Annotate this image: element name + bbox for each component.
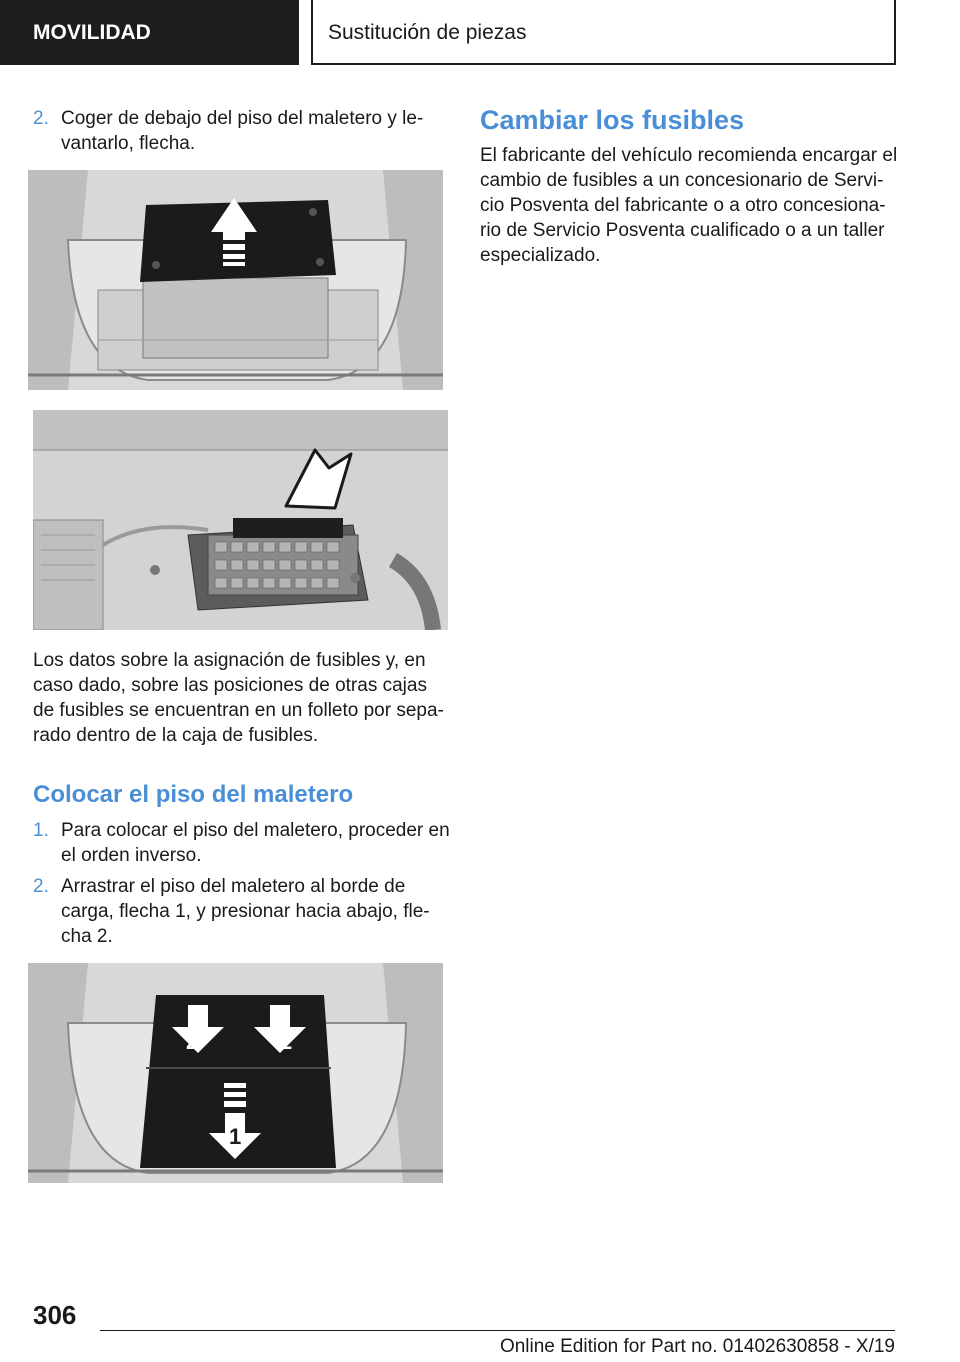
step-text-line: Arrastrar el piso del maletero al borde de: [61, 876, 406, 897]
step-text-line: carga, flecha 1, y presionar hacia abajo, fle‐: [61, 901, 430, 922]
info-text-line: caso dado, sobre las posiciones de otras cajas: [33, 675, 427, 696]
page-number: 306: [33, 1300, 77, 1330]
section-heading: Colocar el piso del maletero: [33, 781, 354, 808]
step-text-line: Coger de debajo del piso del maletero y le‐: [61, 108, 424, 129]
step-text-line: vantarlo, flecha.: [61, 133, 196, 154]
step-text-line: el orden inverso.: [61, 845, 202, 866]
step-text-line: cha 2.: [61, 926, 113, 947]
edition-note: Online Edition for Part no. 01402630858 - X/19: [499, 1336, 895, 1357]
section-heading: Cambiar los fusibles: [480, 105, 745, 135]
arrow-label: 2: [186, 1029, 199, 1054]
paragraph-line: especializado.: [480, 245, 601, 266]
paragraph-line: cambio de fusibles a un concesionario de Servi‐: [480, 170, 884, 191]
info-text-line: de fusibles se encuentran en un folleto por sepa‐: [33, 700, 444, 721]
arrow-label: 2: [280, 1029, 293, 1054]
paragraph-line: cio Posventa del fabricante o a otro concesiona‐: [480, 195, 886, 216]
section-tab: MOVILIDAD: [0, 0, 299, 65]
footer-divider: [100, 1330, 895, 1331]
paragraph-line: rio de Servicio Posventa cualificado o a un taller: [480, 220, 885, 241]
step-number: 1.: [33, 820, 49, 841]
paragraph-line: El fabricante del vehículo recomienda encargar el: [480, 145, 898, 166]
info-text-line: Los datos sobre la asignación de fusibles y, en: [33, 650, 426, 671]
trunk-floor-lift-illustration: [28, 170, 443, 390]
step-number: 2.: [33, 108, 49, 129]
step-number: 2.: [33, 876, 49, 897]
page-title: Sustitución de piezas: [311, 0, 896, 65]
info-text-line: rado dentro de la caja de fusibles.: [33, 725, 319, 746]
fuse-box-illustration: [33, 410, 448, 630]
step-text-line: Para colocar el piso del maletero, proceder en: [61, 820, 450, 841]
trunk-floor-placement-illustration: [28, 963, 443, 1183]
arrow-label: 1: [229, 1124, 242, 1149]
